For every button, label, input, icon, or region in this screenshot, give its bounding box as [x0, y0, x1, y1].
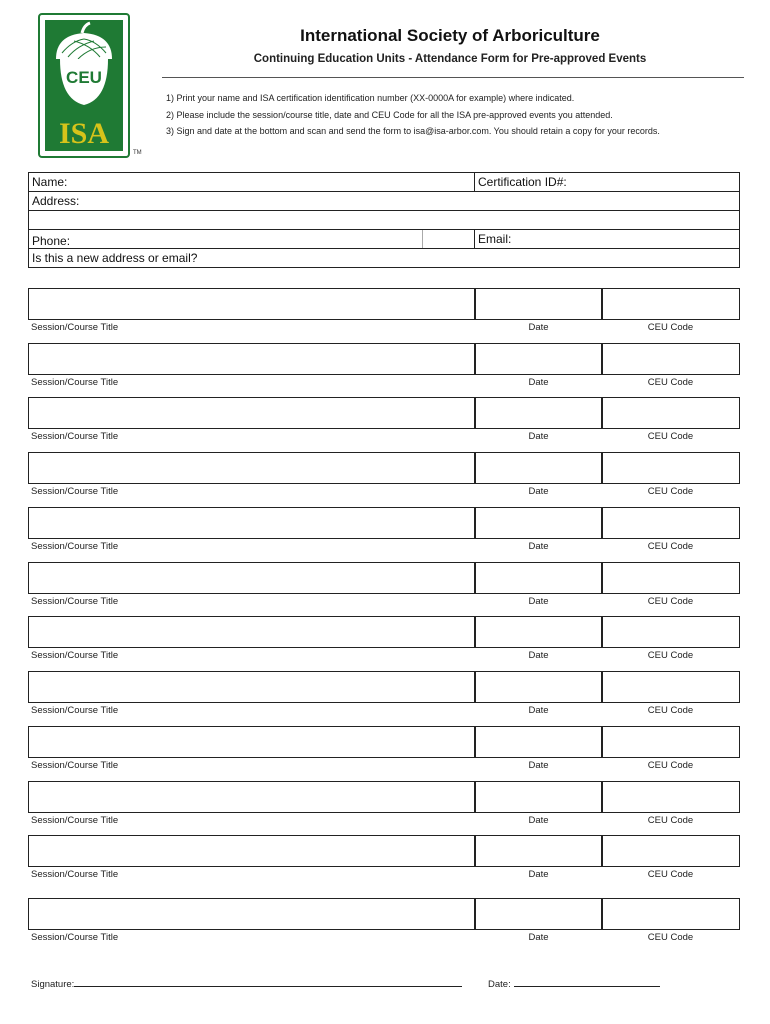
session-title-label: Session/Course Title: [31, 486, 119, 497]
session-title-label: Session/Course Title: [31, 322, 119, 333]
session-ceu-code-label: CEU Code: [647, 932, 694, 943]
cell-divider: [422, 230, 423, 248]
instruction-3: 3) Sign and date at the bottom and scan and send the form to isa@isa-arbor.com. You should retain a copy for your records.: [166, 126, 660, 136]
session-title-label: Session/Course Title: [31, 596, 119, 607]
session-date-input[interactable]: [474, 397, 603, 429]
session-title-input[interactable]: [28, 616, 476, 648]
session-title-label: Session/Course Title: [31, 760, 119, 771]
session-date-label: Date: [528, 815, 549, 826]
signature-line[interactable]: [31, 977, 462, 990]
session-title-input[interactable]: [28, 898, 476, 930]
session-date-input[interactable]: [474, 343, 603, 375]
session-date-input[interactable]: [474, 288, 603, 320]
name-field[interactable]: Name:: [32, 175, 68, 189]
session-ceu-code-input[interactable]: [601, 726, 740, 758]
phone-field[interactable]: Phone:: [32, 234, 71, 248]
new-address-row: [28, 248, 740, 268]
session-date-label: Date: [528, 431, 549, 442]
session-date-label: Date: [528, 377, 549, 388]
session-date-label: Date: [528, 705, 549, 716]
session-date-input[interactable]: [474, 835, 603, 867]
session-date-input[interactable]: [474, 562, 603, 594]
session-title-label: Session/Course Title: [31, 431, 119, 442]
session-ceu-code-label: CEU Code: [647, 541, 694, 552]
new-address-question[interactable]: Is this a new address or email?: [32, 251, 198, 265]
isa-logo-text: ISA: [58, 117, 110, 150]
date-line[interactable]: [488, 977, 660, 990]
session-ceu-code-input[interactable]: [601, 671, 740, 703]
session-title-input[interactable]: [28, 507, 476, 539]
session-date-label: Date: [528, 322, 549, 333]
session-title-input[interactable]: [28, 452, 476, 484]
session-date-input[interactable]: [474, 898, 603, 930]
session-date-label: Date: [528, 869, 549, 880]
session-ceu-code-label: CEU Code: [647, 596, 694, 607]
session-date-label: Date: [528, 596, 549, 607]
session-ceu-code-input[interactable]: [601, 835, 740, 867]
session-date-input[interactable]: [474, 616, 603, 648]
session-title-input[interactable]: [28, 781, 476, 813]
acorn-logo-graphic: [38, 13, 130, 158]
name-row: [28, 172, 740, 192]
cell-divider: [474, 173, 475, 191]
session-ceu-code-input[interactable]: [601, 452, 740, 484]
session-ceu-code-input[interactable]: [601, 397, 740, 429]
session-ceu-code-label: CEU Code: [647, 377, 694, 388]
session-title-input[interactable]: [28, 343, 476, 375]
session-ceu-code-input[interactable]: [601, 898, 740, 930]
signature-label: Signature:: [31, 979, 75, 990]
date-label: Date:: [488, 979, 511, 990]
email-field[interactable]: Email:: [478, 232, 512, 246]
session-date-label: Date: [528, 650, 549, 661]
session-title-label: Session/Course Title: [31, 705, 119, 716]
session-date-label: Date: [528, 760, 549, 771]
session-ceu-code-label: CEU Code: [647, 815, 694, 826]
session-ceu-code-label: CEU Code: [647, 322, 694, 333]
session-ceu-code-input[interactable]: [601, 288, 740, 320]
session-title-label: Session/Course Title: [31, 541, 119, 552]
session-ceu-code-label: CEU Code: [647, 760, 694, 771]
session-date-input[interactable]: [474, 781, 603, 813]
session-title-label: Session/Course Title: [31, 869, 119, 880]
session-ceu-code-label: CEU Code: [647, 705, 694, 716]
cell-divider: [474, 230, 475, 248]
session-title-input[interactable]: [28, 671, 476, 703]
session-date-input[interactable]: [474, 671, 603, 703]
address-row: [28, 191, 740, 211]
date-blank[interactable]: [514, 977, 660, 987]
session-date-input[interactable]: [474, 452, 603, 484]
session-title-label: Session/Course Title: [31, 932, 119, 943]
signature-blank[interactable]: [74, 977, 462, 987]
session-date-label: Date: [528, 541, 549, 552]
session-title-input[interactable]: [28, 562, 476, 594]
ceu-logo-text: CEU: [66, 68, 102, 87]
session-date-input[interactable]: [474, 726, 603, 758]
session-title-input[interactable]: [28, 288, 476, 320]
address-line-2[interactable]: [28, 210, 740, 230]
session-title-label: Session/Course Title: [31, 650, 119, 661]
session-ceu-code-input[interactable]: [601, 343, 740, 375]
session-title-label: Session/Course Title: [31, 815, 119, 826]
session-ceu-code-label: CEU Code: [647, 431, 694, 442]
address-field[interactable]: Address:: [32, 194, 80, 208]
session-ceu-code-input[interactable]: [601, 616, 740, 648]
page-title: International Society of Arboriculture: [300, 26, 600, 45]
instruction-2: 2) Please include the session/course title, date and CEU Code for all the ISA pre-approved events you attended.: [166, 110, 613, 120]
session-ceu-code-label: CEU Code: [647, 486, 694, 497]
session-date-label: Date: [528, 932, 549, 943]
session-title-label: Session/Course Title: [31, 377, 119, 388]
session-title-input[interactable]: [28, 726, 476, 758]
session-ceu-code-input[interactable]: [601, 507, 740, 539]
session-title-input[interactable]: [28, 397, 476, 429]
isa-ceu-logo: [38, 13, 130, 158]
session-ceu-code-label: CEU Code: [647, 650, 694, 661]
phone-row: [28, 229, 740, 249]
session-title-input[interactable]: [28, 835, 476, 867]
session-date-label: Date: [528, 486, 549, 497]
session-ceu-code-input[interactable]: [601, 781, 740, 813]
certification-id-field[interactable]: Certification ID#:: [478, 175, 567, 189]
session-ceu-code-input[interactable]: [601, 562, 740, 594]
instruction-1: 1) Print your name and ISA certification identification number (XX-0000A for example) where indicated.: [166, 93, 575, 103]
header-divider: [162, 77, 744, 78]
page-subtitle: Continuing Education Units - Attendance Form for Pre-approved Events: [253, 53, 647, 65]
session-ceu-code-label: CEU Code: [647, 869, 694, 880]
trademark-mark: TM: [133, 150, 142, 156]
session-date-input[interactable]: [474, 507, 603, 539]
